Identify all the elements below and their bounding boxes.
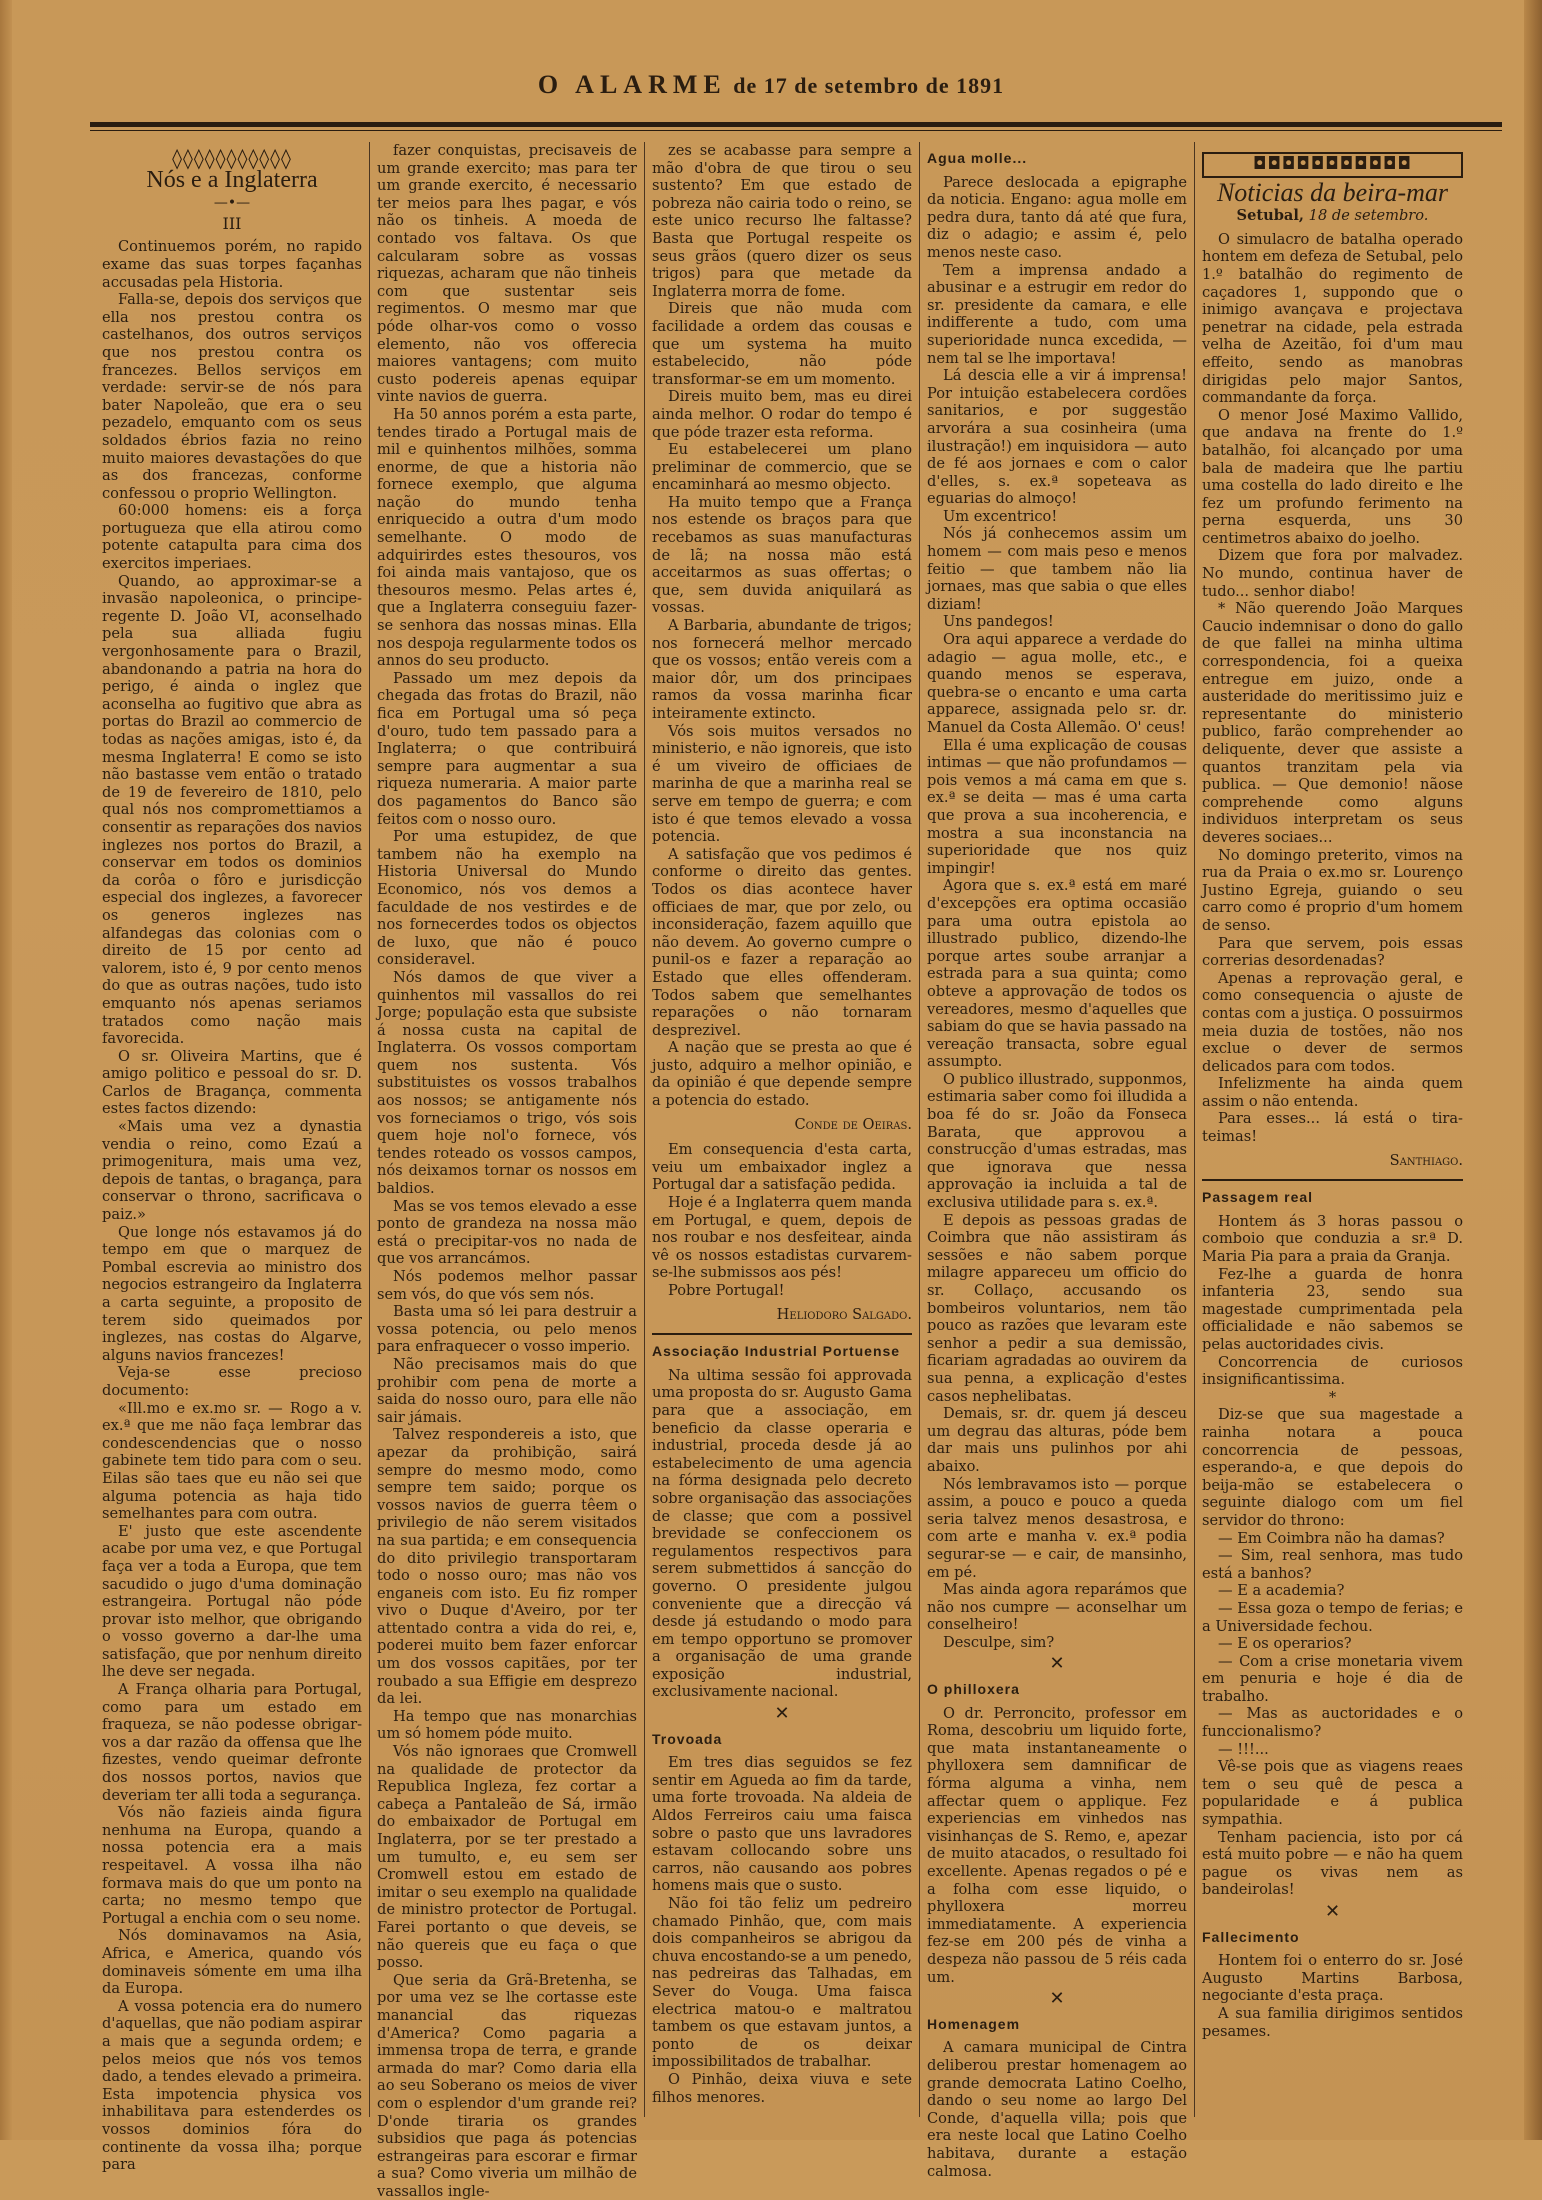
paragraph: A Barbaria, abundante de trigos; nos fornecerá melhor mercado que os vossos; então vereis com a maior dôr, um dos principaes ramos da vossa marinha ficar inteiramente extincto. bbox=[652, 617, 912, 722]
article-part: III bbox=[222, 213, 242, 233]
paragraph: 60:000 homens: eis a força portugueza que ella atirou como potente catapulta para cima dos exercitos imperiaes. bbox=[102, 502, 362, 573]
paragraph: — Sim, real senhora, mas tudo está a banhos? bbox=[1202, 1547, 1463, 1582]
paragraph: Nós podemos melhor passar sem vós, do que vós sem nós. bbox=[377, 1268, 637, 1303]
page-edge-right bbox=[1524, 0, 1542, 2140]
phylloxera-body bbox=[927, 1705, 1187, 1987]
paper-name: O ALARME bbox=[537, 70, 727, 99]
dateline-place: Setubal, bbox=[1236, 207, 1305, 225]
paragraph: Lá descia elle a vir á imprensa! Por intuição estabelecera cordões sanitarios, e por suggestão arvorára a sua cosinheira (uma ilustração!) em inquisidora — auto de fé aos jornaes e com o calor d'elles, s. ex.ª sopeteava as eguarias do almoço! bbox=[927, 367, 1187, 508]
beira-mar-signature: Santhiago. bbox=[1389, 1151, 1463, 1169]
paragraph: «Ill.mo e ex.mo sr. — Rogo a v. ex.ª que me não faça lembrar das condescendencias que o nosso gabinete tem tido para com o seu. Eilas são taes que eu não sei que alguma potencia as haja tido semelhantes para com outra. bbox=[102, 1399, 362, 1523]
paragraph: Ora aqui apparece a verdade do adagio — agua molle, etc., e quando menos se esperava, quebra-se o encanto e uma carta apparece, assignada pelo sr. dr. Manuel da Costa Allemão. O' ceus! bbox=[927, 631, 1187, 736]
paragraph: Apenas a reprovação geral, e como consequencia o ajuste de contas com a justiça. O possuirmos meia duzia de tostões, não nos exclue o dever de sermos delicados para com todos. bbox=[1202, 969, 1463, 1075]
paragraph: O publico illustrado, supponmos, estimaria saber como foi illudida a boa fé do sr. João da Fonseca Barata, que approvou a construcção d'umas estradas, mas que ignorava que nessa approvação ia incluida a tal de exclusiva utilidade para s. ex.ª. bbox=[927, 1070, 1187, 1212]
associacao-body bbox=[652, 1367, 912, 1701]
paragraph: Direis que não muda com facilidade a ordem das cousas e que um systema ha muito estabelecido, não póde transformar-se em um momento. bbox=[652, 300, 912, 388]
article-author: Heliodoro Salgado. bbox=[776, 1305, 912, 1323]
paragraph: — Essa goza o tempo de ferias; e a Universidade fechou. bbox=[1202, 1599, 1463, 1635]
ornament-row: ◊◊◊◊◊◊◊◊◊◊◊ bbox=[172, 146, 292, 170]
agua-molle-body bbox=[927, 174, 1187, 1652]
paragraph: — !!!... bbox=[1218, 1740, 1269, 1758]
fallecimento-title: Fallecimento bbox=[1202, 1928, 1300, 1945]
paragraph: Infelizmente ha ainda quem assim o não entenda. bbox=[1202, 1075, 1463, 1110]
paragraph: Para que servem, pois essas correrias desordenadas? bbox=[1202, 934, 1463, 970]
paragraph: Em consequencia d'esta carta, veiu um embaixador inglez a Portugal dar a satisfação pedida. bbox=[652, 1141, 912, 1194]
article-body-col3 bbox=[652, 142, 912, 1110]
paragraph: Quando, ao approximar-se a invasão napoleonica, o principe-regente D. João VI, aconselhado pela sua alliada fugiu vergonhosamente para o Brazil, abandonando a patria na hora do perigo, é ainda o inglez que aconselha ao fugitivo que abra as portas do Brazil ao commercio de todas as nações amigas, isto é, da mesma Inglaterra! E como se isto não bastasse vem então o tratado de 19 de fevereiro de 1810, pelo qual nós nos compromettiamos a consentir as reparações dos navios inglezes nos portos do Brazil, a conservar em todos os dominios da corôa o fôro e jurisdicção especial dos inglezes, a favorecer os generos inglezes nas alfandegas das colonias com o direito de 15 por cento ad valorem, isto é, 9 por cento menos do que as outras nações, tudo isto emquanto nós apenas seriamos tratados como nação mais favorecida. bbox=[102, 572, 362, 1048]
column-4 bbox=[920, 142, 1195, 2180]
paragraph: No domingo preterito, vimos na rua da Praia o ex.mo sr. Lourenço Justino Egreja, guiando o seu carro como é proprio d'um homem de senso. bbox=[1202, 846, 1463, 934]
masthead-rule-thin bbox=[90, 130, 1502, 131]
section-rule bbox=[652, 1333, 912, 1335]
column-1 bbox=[95, 142, 370, 2174]
letter-signature: Conde de Oeiras. bbox=[794, 1115, 912, 1133]
paragraph: Agora que s. ex.ª está em maré d'excepções era optima occasião para uma outra epistola ao illustrado publico, dizendo-lhe porque artes soube arranjar a estrada para a sua quinta; como obteve a approvação de todos os vereadores, mesmo d'aquelles que sabiam do que se havia passado na vereação transacta, sobre egual assumpto. bbox=[927, 877, 1187, 1071]
paragraph: Nós dominavamos na Asia, Africa, e America, quando vós dominaveis sómente em uma ilha da Europa. bbox=[102, 1927, 362, 1998]
paragraph: A sua familia dirigimos sentidos pesames. bbox=[1202, 2004, 1463, 2040]
beira-mar-body bbox=[1202, 231, 1463, 1146]
paragraph: Vós sois muitos versados no ministerio, e não ignoreis, que isto é um viveiro de officiaes de marinha de que a marinha real se serve em tempo de guerra; e com isto é que temos elevado a vossa potencia. bbox=[652, 722, 912, 846]
paragraph: — E a academia? bbox=[1218, 1582, 1345, 1600]
paragraph: Vê-se pois que as viagens reaes tem o seu quê de pesca a popularidade e á publica sympathia. bbox=[1202, 1758, 1463, 1829]
paragraph: A camara municipal de Cintra deliberou prestar homenagem ao grande democrata Latino Coelho, dando o seu nome ao largo Del Conde, d'aquella villa; pois que era neste local que Latino Coelho habitava, durante a estação calmosa. bbox=[927, 2039, 1187, 2180]
paragraph: Ella é uma explicação de cousas intimas — que não profundamos — pois vemos a má cama em que s. ex.ª se deita — mas é uma carta que prova a sua incoherencia, e mostra a sua inconstancia na superioridade que nos quiz impingir! bbox=[927, 736, 1187, 877]
paragraph: Em tres dias seguidos se fez sentir em Agueda ao fim da tarde, uma forte trovoada. Na aldeia de Aldos Ferreiros caiu uma faisca sobre o pasto que uns lavradores estavam collocando sobre uns carros, não causando aos pobres homens mais que o susto. bbox=[652, 1754, 912, 1895]
paragraph: Tenham paciencia, isto por cá está muito pobre — e não ha quem pague os vivas nem as bandeirolas! bbox=[1202, 1828, 1463, 1899]
paragraph: A nação que se presta ao que é justo, adquiro a melhor opinião, e da opinião é que depende sempre a potencia do estado. bbox=[652, 1039, 912, 1110]
cross-divider: ✕ bbox=[1049, 1988, 1065, 2010]
paragraph: Diz-se que sua magestade a rainha notara a pouca concorrencia de pessoas, esperando-a, e que depois do beija-mão se estabelecera o seguinte dialogo com um fiel servidor do throno: bbox=[1202, 1406, 1463, 1529]
paragraph: — Mas as auctoridades e o funccionalismo? bbox=[1202, 1705, 1463, 1741]
paragraph: — Em Coimbra não ha damas? bbox=[1218, 1529, 1445, 1547]
paragraph: Por uma estupidez, de que tambem não ha exemplo na Historia Universal do Mundo Economico, nós vos demos a faculdade de nos vestirdes e de nos fornecerdes todos os objectos de luxo, que não é pouco consideravel. bbox=[377, 828, 637, 969]
column-3 bbox=[645, 142, 920, 2117]
paragraph: Talvez respondereis a isto, que apezar da prohibição, sairá sempre do mesmo modo, como sempre tem saido; porque os vossos navios de guerra têem o privilegio de não serem visitados na sua partida; e em consequencia do dito privilegio transportaram todo o nosso ouro; mas não vos enganeis com isto. Eu fiz romper vivo o Duque d'Aveiro, por ter attentado contra a vida do rei, e, poderei muito bem fazer enforcar um dos vossos capitães, por ter roubado a sua Effigie em desprezo da lei. bbox=[377, 1426, 637, 1708]
paragraph: zes se acabasse para sempre a mão d'obra de que tirou o seu sustento? Em que estado de pobreza não cairia todo o reino, se este unico recurso lhe faltasse? Basta que Portugal respeite os seus grãos (quero dizer os seus trigos) para que metade da Inglaterra morra de fome. bbox=[652, 142, 912, 300]
paragraph: Dizem que fora por malvadez. No mundo, continua haver de tudo... senhor diabo! bbox=[1202, 547, 1463, 600]
paragraph: Que longe nós estavamos já do tempo em que o marquez de Pombal escrevia ao ministro dos negocios estrangeiro da Inglaterra a carta seguinte, a proposito de terem sido queimados por inglezes, nas costas do Algarve, alguns navios francezes! bbox=[102, 1223, 362, 1364]
paragraph: Mas ainda agora reparámos que não nos cumpre — aconselhar um conselheiro! bbox=[927, 1581, 1187, 1634]
paragraph: — Com a crise monetaria vivem em penuria e hoje é dia de trabalho. bbox=[1202, 1652, 1463, 1705]
paragraph: Nós damos de que viver a quinhentos mil vassallos do rei Jorge; população esta que subsiste á nossa custa na capital de Inglaterra. Os vossos comportam quem nos sustenta. Vós substituistes os vossos trabalhos aos nossos; se antigamente nós vos forneciamos o trigo, vós sois quem hoje nol'o fornece, vós tendes roteado os vossos campos, nós deixamos tornar os nossos em baldios. bbox=[377, 968, 637, 1198]
paragraph: Continuemos porém, no rapido exame das suas torpes façanhas accusadas pela Historia. bbox=[102, 238, 362, 291]
associacao-title: Associação Industrial Portuense bbox=[652, 1343, 901, 1360]
masthead bbox=[90, 70, 1452, 120]
paragraph: Eu estabelecerei um plano preliminar de commercio, que se encaminhará ao mesmo objecto. bbox=[652, 441, 912, 494]
paragraph: Ha tempo que nas monarchias um só homem póde muito. bbox=[377, 1707, 637, 1743]
paragraph: Para esses... lá está o tira-teimas! bbox=[1202, 1110, 1463, 1146]
paragraph: «Mais uma vez a dynastia vendia o reino, como Ezaú a primogenitura, mais uma vez, depois de tantas, o bragança, para conservar o throno, sacrificava o paiz.» bbox=[102, 1118, 362, 1224]
article-body-col2 bbox=[377, 142, 637, 2200]
paragraph: Não precisamos mais do que prohibir com pena de morte a saida do nosso ouro, para elle não sair jámais. bbox=[377, 1355, 637, 1426]
paragraph: Veja-se esse precioso documento: bbox=[102, 1364, 362, 1399]
paragraph: Vós não ignoraes que Cromwell na qualidade de protector da Republica Ingleza, fez cortar a cabeça a Pantaleão de Sá, irmão do embaixador de Portugal em Inglaterra, por se ter prestado a um tumulto, e, eu sem ser Cromwell estou em estado de imitar o seu exemplo na qualidade de ministro protector de Portugal. Farei portanto o que deveis, se não quereis que eu faça o que posso. bbox=[377, 1743, 637, 1972]
paragraph: Ha muito tempo que a França nos estende os braços para que recebamos as suas manufacturas de lã; na nossa mão está acceitarmos as suas offertas; o que, sem duvida aniquilará as vossas. bbox=[652, 493, 912, 617]
paragraph: O dr. Perroncito, professor em Roma, descobriu um liquido forte, que mata instantaneamente o phylloxera sem damnificar de fórma alguma a vinha, nem affectar quem o applique. Fez experiencias em vinhedos nas visinhanças de S. Remo, e, apezar de muito atacados, o resultado foi excellente. Apenas regados o pé e a folha com esse liquido, o phylloxera morreu immediatamente. A experiencia fez-se em 200 pés de vinha a despeza não passou de 5 réis cada um. bbox=[927, 1704, 1187, 1986]
trovoada-title: Trovoada bbox=[652, 1730, 723, 1747]
article-title: Nós e a Inglaterra bbox=[146, 166, 318, 193]
paragraph: O sr. Oliveira Martins, que é amigo politico e pessoal do sr. D. Carlos de Bragança, commenta estes factos dizendo: bbox=[102, 1047, 362, 1118]
cross-divider: ✕ bbox=[1324, 1901, 1341, 1922]
paragraph: fazer conquistas, precisaveis de um grande exercito; mas para ter um grande exercito, é necessario ter meios para lhes pagar, e vós não os tinheis. A moeda de contado vos faltava. Os que calcularam sobre as vossas riquezas, acharam que não tinheis com que sustentar seis regimentos. O mesmo mar que póde olhar-vos como o vosso elemento, não vos offerecia maiores vantagens; com muito custo podereis apenas equipar vinte navios de guerra. bbox=[377, 142, 637, 406]
article-body-col1 bbox=[102, 238, 362, 2173]
issue-date: de 17 de setembro de 1891 bbox=[733, 73, 1005, 98]
dateline bbox=[1202, 207, 1463, 225]
homenagem-body bbox=[927, 2039, 1187, 2180]
passagem-real-body bbox=[1202, 1213, 1463, 1899]
column-5 bbox=[1195, 142, 1470, 2117]
section-rule bbox=[1202, 1179, 1463, 1181]
paragraph: Falla-se, depois dos serviços que ella nos prestou contra os castelhanos, dos outros serviços que nos prestou contra os francezes. Bellos serviços em verdade: servir-se de nós para bater Napoleão, que era o seu pezadelo, emquanto com os seus soldados ébrios fazia no reino muito maiores devastações do que as dos francezas, conforme confessou o proprio Wellington. bbox=[102, 291, 362, 502]
paragraph: Nós lembravamos isto — porque assim, a pouco e pouco a queda seria talvez menos desastrosa, e com arte e manha v. ex.ª podia segurar-se — e cair, de mansinho, em pé. bbox=[927, 1475, 1187, 1581]
beira-mar-title: Noticias da beira-mar bbox=[1216, 177, 1449, 207]
paragraph: Vós não fazieis ainda figura nenhuma na Europa, quando a nossa potencia era a mais respeitavel. A vossa ilha não formava mais do que um ponto na carta; no mesmo tempo que Portugal a enchia com o seu nome. bbox=[102, 1804, 362, 1927]
page-edge-left bbox=[0, 0, 12, 2140]
paragraph: Na ultima sessão foi approvada uma proposta do sr. Augusto Gama para que a associação, em beneficio da classe operaria e industrial, proceda desde já ao estabelecimento de uma agencia na fórma designada pelo decreto sobre organisação das associações de classe; que com a possivel brevidade se confeccionem os regulamentos respectivos para serem submettidos á sancção do governo. O presidente julgou conveniente que a direcção vá desde já estudando o modo para em tempo opportuno se promover a organisação de uma grande exposição industrial, exclusivamente nacional. bbox=[652, 1366, 912, 1701]
paragraph: Mas se vos temos elevado a esse ponto de grandeza na nossa mão está o precipitar-vos no nada de que vos arrancámos. bbox=[377, 1197, 637, 1268]
paragraph: A vossa potencia era do numero d'aquellas, que não podiam aspirar a mais que a segunda ordem; e pelos meios que nós vos temos dado, a tendes elevado a primeira. Esta impotencia physica vos inhabilitava para estenderdes os vossos dominios fóra do continente da vossa ilha; porque para bbox=[102, 1997, 362, 2174]
column-2 bbox=[370, 142, 645, 2200]
title-divider: —•— bbox=[213, 195, 251, 212]
paragraph: A França olharia para Portugal, como para um estado em fraqueza, se não podesse obrigar-vos a dar razão da offensa que lhe fizestes, vendo queimar defronte dos nossos portos, navios que deveriam ter alli toda a segurança. bbox=[102, 1681, 362, 1804]
article-closing bbox=[652, 1141, 912, 1299]
paragraph: Um excentrico! bbox=[943, 507, 1058, 525]
paragraph: Hontem foi o enterro do sr. José Augusto Martins Barbosa, negociante d'esta praça. bbox=[1202, 1952, 1463, 2005]
paragraph: Basta uma só lei para destruir a vossa potencia, ou pelo menos para enfraquecer o vosso imperio. bbox=[377, 1303, 637, 1356]
dateline-date: 18 de setembro. bbox=[1308, 207, 1429, 225]
cross-divider: ✕ bbox=[774, 1703, 790, 1725]
paragraph: A satisfação que vos pedimos é conforme o direito das gentes. Todos os dias acontece haver officiaes de mar, que por zelo, ou inconsideração, fazem aquillo que não devem. Ao governo cumpre o punil-os e fazer a reparação ao Estado que elles offenderam. Todos sabem que semelhantes reparações o não tornaram desprezivel. bbox=[652, 845, 912, 1039]
columns bbox=[95, 142, 1505, 2200]
paragraph: O Pinhão, deixa viuva e sete filhos menores. bbox=[652, 2070, 912, 2106]
paragraph: Tem a imprensa andado a abusinar e a estrugir em redor do sr. presidente da camara, e elle indifferente a tudo, com uma superioridade nunca excedida, — nem tal se lhe importava! bbox=[927, 261, 1187, 367]
paragraph: O simulacro de batalha operado hontem em defeza de Setubal, pelo 1.º batalhão do regimento de caçadores 1, suppondo que o inimigo avançava e projectava penetrar na cidade, pela estrada velha de Azeitão, foi d'um mau effeito, sendo as manobras dirigidas pelo major Santos, commandante da força. bbox=[1202, 230, 1463, 407]
passagem-real-title: Passagem real bbox=[1202, 1189, 1314, 1206]
paragraph: Não foi tão feliz um pedreiro chamado Pinhão, que, com mais dois companheiros se abrigou da chuva encostando-se a um penedo, nas pedreiras das Talhadas, em Sever do Vouga. Uma faisca electrica matou-o e maltratou tambem os que estavam juntos, a ponto de os deixar impossibilitados de trabalhar. bbox=[652, 1895, 912, 2071]
paragraph: Ha 50 annos porém a esta parte, tendes tirado a Portugal mais de mil e quinhentos milhões, somma enorme, de que a historia não fornece exemplo, que alguma nação do mundo tenha enriquecido a outra d'um modo semelhante. O modo de adquirirdes estes thesouros, vos foi ainda mais vantajoso, que os thesouros mesmo. Pelas artes é, que a Inglaterra conseguiu fazer-se senhora das nossas minas. Ella nos despoja regularmente todos os annos do seu producto. bbox=[377, 405, 637, 670]
paragraph: * Não querendo João Marques Caucio indemnisar o dono do gallo de que fallei na minha ultima correspondencia, foi a queixa entregue em juizo, onde a austeridade do meritissimo juiz e representante do ministerio publico, farão comprehender ao deliquente, dever que assiste a quantos tranzitam pela via publica. — Que demonio! nãose comprehende como alguns individuos interpretam os seus deveres sociaes... bbox=[1202, 600, 1463, 846]
paragraph: Hontem ás 3 horas passou o comboio que conduzia a sr.ª D. Maria Pia para a praia da Granja. bbox=[1202, 1212, 1463, 1266]
agua-molle-title: Agua molle... bbox=[927, 150, 1028, 166]
trovoada-body bbox=[652, 1754, 912, 2106]
paragraph: Parece deslocada a epigraphe da noticia. Engano: agua molle em pedra dura, tanto dá até que fura, diz o adagio; e assim é, pelo menos neste caso. bbox=[927, 173, 1187, 261]
paragraph: E depois as pessoas gradas de Coimbra que não assistiram ás sessões e não sabem porque milagre appareceu um officio do sr. Collaço, accusando os bombeiros voluntarios, nem tão pouco as razões que levaram este senhor a pedir a sua demissão, ficariam agradadas ao ouvirem da sua penna, a explicação d'estes casos nephelibatas. bbox=[927, 1211, 1187, 1405]
homenagem-title: Homenagem bbox=[927, 2015, 1021, 2032]
phylloxera-title: O philloxera bbox=[927, 1681, 1020, 1698]
paragraph: Uns pandegos! bbox=[943, 613, 1054, 631]
paragraph: Direis muito bem, mas eu direi ainda melhor. O rodar do tempo é que póde trazer esta reforma. bbox=[652, 388, 912, 441]
paragraph: Que seria da Grã-Bretenha, se por uma vez se lhe cortasse este manancial das riquezas d'America? Como pagaria a immensa tropa de terra, e grande armada do mar? Como daria ella ao seu Soberano os meios de viver com o esplendor d'um grande rei? D'onde tiraria os grandes subsidios que paga ás potencias estrangeiras para escorar e firmar a sua? Como viveria um milhão de vassallos ingle- bbox=[377, 1971, 637, 2200]
paragraph: Concorrencia de curiosos insignificantissima. bbox=[1202, 1353, 1463, 1389]
cross-divider: ✕ bbox=[1049, 1653, 1065, 1675]
masthead-rule bbox=[90, 122, 1502, 127]
paragraph: Hoje é a Inglaterra quem manda em Portugal, e quem, depois de nos roubar e nos desfeitear, ainda vê os nossos estadistas curvarem-se-lhe submissos aos pés! bbox=[652, 1194, 912, 1282]
paragraph: Passado um mez depois da chegada das frotas do Brazil, não fica em Portugal uma só peça d'ouro, tudo tem passado para a Inglaterra; o que contribuirá sempre para augmentar a sua riqueza numeraria. A maior parte dos pagamentos do Banco são feitos com o nosso ouro. bbox=[377, 669, 637, 828]
paragraph: — E os operarios? bbox=[1218, 1635, 1352, 1653]
paragraph: Fez-lhe a guarda de honra infanteria 23, sendo sua magestade cumprimentada pela officialidade e não sabemos se pelas auctoridades civis. bbox=[1202, 1265, 1463, 1353]
paragraph: Demais, sr. dr. quem já desceu um degrau das alturas, póde bem dar mais uns pulinhos por ahi abaixo. bbox=[927, 1405, 1187, 1475]
paragraph: Nós já conhecemos assim um homem — com mais peso e menos feitio — que tambem não lia jornaes, mas que sabia o que elles diziam! bbox=[927, 525, 1187, 613]
paragraph: Desculpe, sim? bbox=[943, 1633, 1055, 1651]
paragraph: O menor José Maximo Vallido, que andava na frente do 1.º batalhão, foi alcançado por uma bala de madeira que lhe partiu uma costella do lado direito e lhe fez um profundo ferimento na perna esquerda, uns 30 centimetros abaixo do joelho. bbox=[1202, 406, 1463, 547]
ornament-box: ◘◘◘◘◘◘◘◘◘◘◘ bbox=[1202, 152, 1463, 178]
paragraph: * bbox=[1328, 1388, 1337, 1406]
paragraph: E' justo que este ascendente acabe por uma vez, e que Portugal faça ver a toda a Europa, que tem sacudido o jugo d'uma dominação estrangeira. Portugal não póde provar isto melhor, que obrigando o vosso governo a dar-lhe uma satisfação, que por nenhum direito lhe deve ser negada. bbox=[102, 1522, 362, 1681]
paragraph: Pobre Portugal! bbox=[668, 1282, 785, 1299]
fallecimento-body bbox=[1202, 1952, 1463, 2040]
